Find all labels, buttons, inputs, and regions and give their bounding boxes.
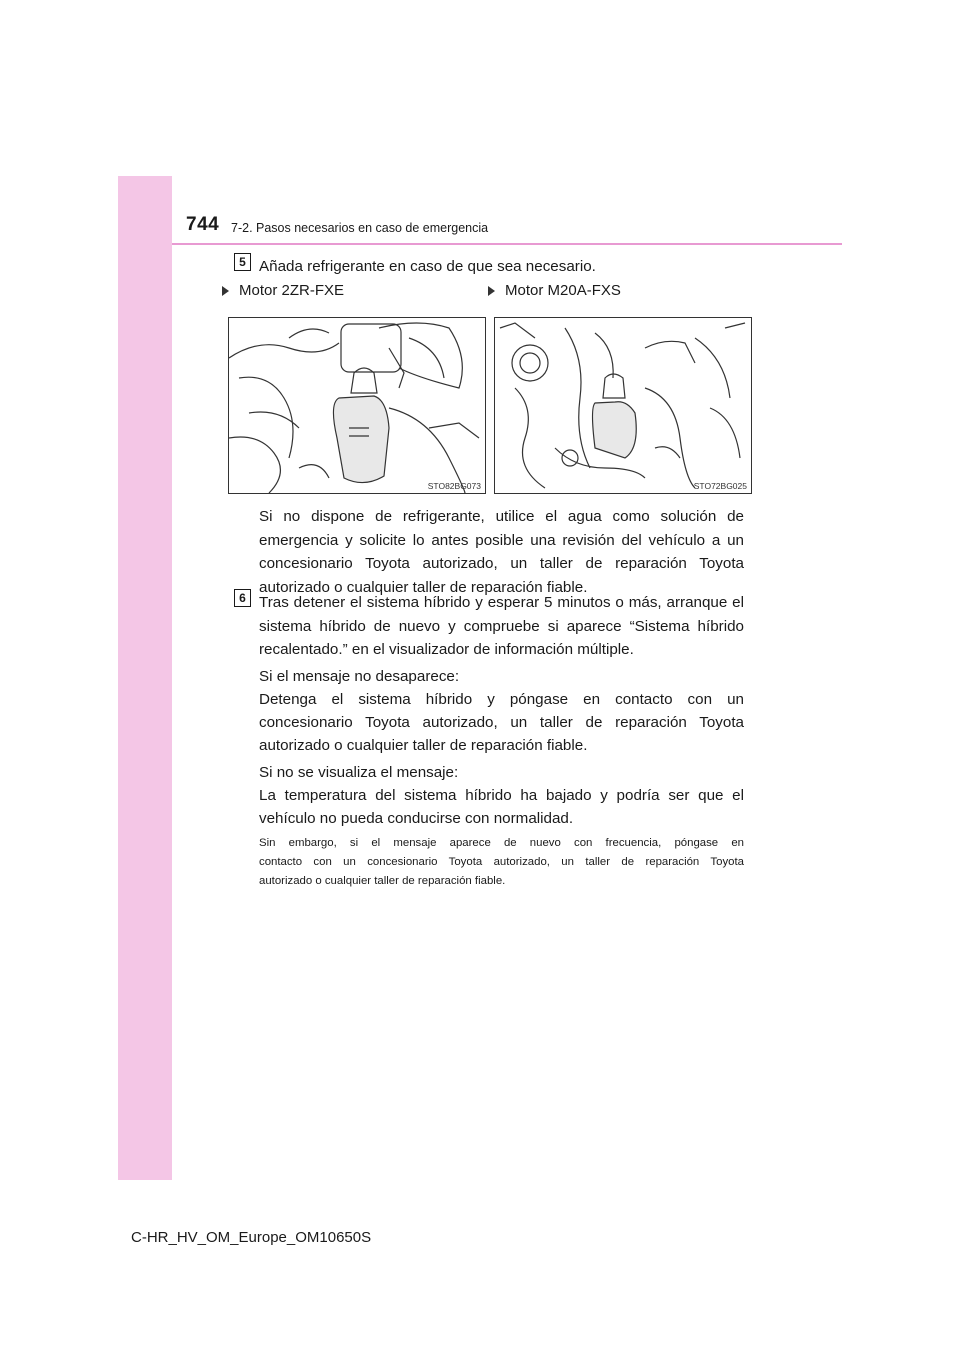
case-1-line: Detenga el sistema híbrido y póngase en contacto con un (259, 691, 744, 708)
step-5-note-line: autorizado o cualquier taller de reparación fiable. (259, 579, 588, 596)
step-6-text-line: Tras detener el sistema híbrido y esperar 5 minutos o más, arranque el (259, 594, 744, 611)
case-2-line: Si no se visualiza el mensaje: (259, 764, 459, 781)
small-note-line: Sin embargo, si el mensaje aparece de nuevo con frecuencia, póngase en (259, 837, 744, 849)
step-5-note-line: emergencia y solicite lo antes posible una revisión del vehículo a un (259, 532, 744, 549)
triangle-bullet-icon (222, 286, 229, 296)
header-rule (172, 243, 842, 245)
side-tab-strip (118, 176, 172, 1180)
figure-2zr-fxe (228, 317, 486, 494)
case-2-line: vehículo no pueda conducirse con normalidad. (259, 810, 574, 827)
engine-illustration-1 (229, 318, 485, 493)
step-5-note-line: concesionario Toyota autorizado, un taller de reparación Toyota (259, 555, 744, 572)
step-5-badge: 5 (234, 253, 251, 271)
small-note-line: autorizado o cualquier taller de reparación fiable. (259, 875, 506, 887)
step-5-text: Añada refrigerante en caso de que sea necesario. (259, 258, 596, 275)
case-1-line: Si el mensaje no desaparece: (259, 668, 460, 685)
small-note-line: contacto con un concesionario Toyota autorizado, un taller de reparación Toyota (259, 856, 744, 868)
case-2-line: La temperatura del sistema híbrido ha bajado y podría ser que el (259, 787, 744, 804)
page-number: 744 (186, 214, 220, 235)
figure-2-label (488, 282, 621, 299)
step-6-text-line: recalentado.” en el visualizador de información múltiple. (259, 641, 634, 658)
figure-2-code: STO72BG025 (693, 481, 747, 491)
document-code: C-HR_HV_OM_Europe_OM10650S (131, 1229, 372, 1246)
engine-illustration-2 (495, 318, 751, 493)
figure-2-label-text: Motor M20A-FXS (505, 282, 621, 299)
case-1-line: autorizado o cualquier taller de reparación fiable. (259, 737, 588, 754)
step-6-badge: 6 (234, 589, 251, 607)
figure-1-label-text: Motor 2ZR-FXE (239, 282, 345, 299)
step-5-note-line: Si no dispone de refrigerante, utilice el agua como solución de (259, 508, 744, 525)
section-title: 7-2. Pasos necesarios en caso de emergencia (231, 221, 489, 235)
triangle-bullet-icon (488, 286, 495, 296)
case-1-line: concesionario Toyota autorizado, un taller de reparación Toyota (259, 714, 744, 731)
figure-m20a-fxs (494, 317, 752, 494)
step-6-text-line: sistema híbrido de nuevo y compruebe si aparece “Sistema híbrido (259, 618, 744, 635)
figure-1-label (222, 282, 344, 299)
figure-1-code: STO82BG073 (427, 481, 481, 491)
